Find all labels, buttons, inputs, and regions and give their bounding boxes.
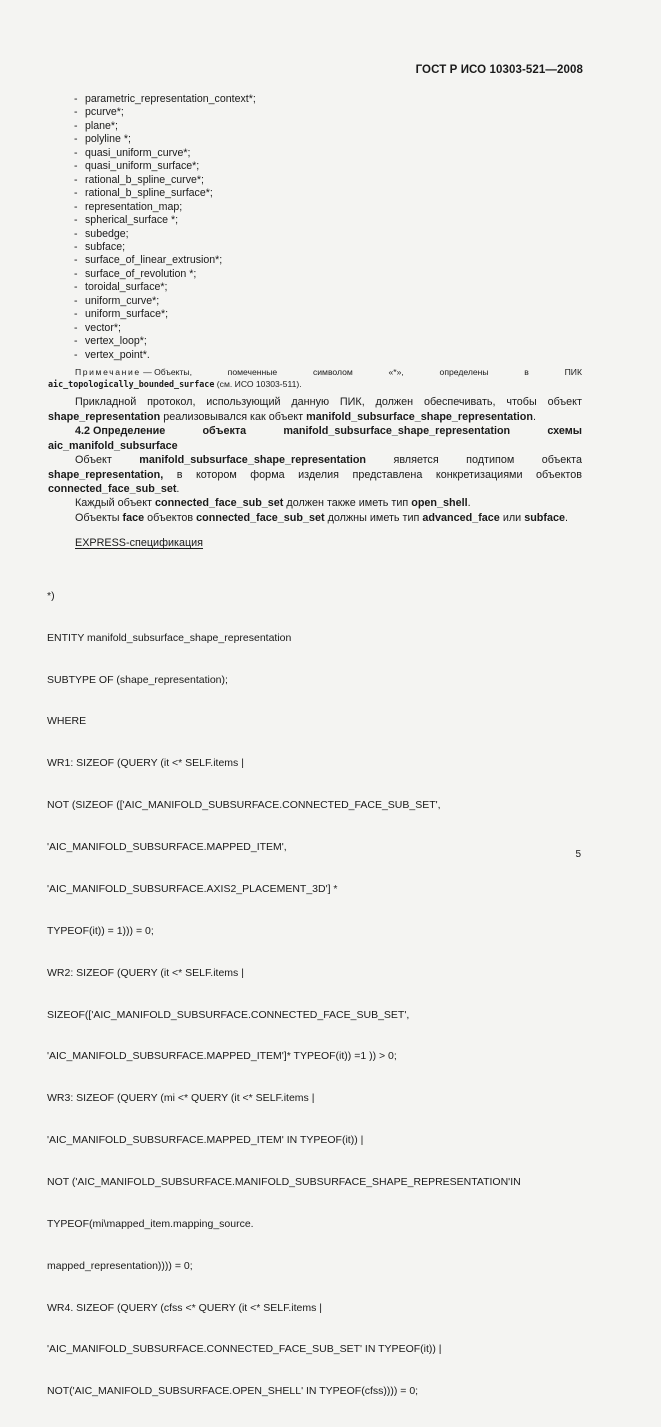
code-line: WR1: SIZEOF (QUERY (it <* SELF.items | <box>47 757 244 770</box>
code-line: ENTITY manifold_subsurface_shape_representation <box>47 631 292 644</box>
code-line: 'AIC_MANIFOLD_SUBSURFACE.MAPPED_ITEM']* TYPEOF(it)) =1 )) > 0; <box>47 1050 397 1063</box>
code-line: 'AIC_MANIFOLD_SUBSURFACE.CONNECTED_FACE_SUB_SET' IN TYPEOF(it)) | <box>47 1343 442 1356</box>
code-line: NOT('AIC_MANIFOLD_SUBSURFACE.OPEN_SHELL' IN TYPEOF(cfss)))) = 0; <box>47 1385 419 1398</box>
code-line: 'AIC_MANIFOLD_SUBSURFACE.AXIS2_PLACEMENT_3D'] * <box>47 882 338 895</box>
list-item: - toroidal_surface*; <box>74 281 168 294</box>
list-item: - representation_map; <box>74 200 183 213</box>
code-line: WR3: SIZEOF (QUERY (mi <* QUERY (it <* SELF.items | <box>47 1092 315 1105</box>
list-item: - quasi_uniform_surface*; <box>74 160 200 173</box>
page-number: 5 <box>575 849 581 860</box>
list-item: - uniform_curve*; <box>74 294 160 307</box>
code-line: WHERE <box>47 715 87 728</box>
list-item: - vector*; <box>74 321 121 334</box>
note-block: Примечание — Объекты, помеченные символом «*», определены в ПИК aic_topologically_bounded_surface (см. ИСО 10303-511). <box>48 367 582 389</box>
list-item: - surface_of_linear_extrusion*; <box>74 254 223 267</box>
list-item: - uniform_surface*; <box>74 308 169 321</box>
code-line: 'AIC_MANIFOLD_SUBSURFACE.MAPPED_ITEM' IN TYPEOF(it)) | <box>47 1134 364 1147</box>
list-item: - plane*; <box>74 119 118 132</box>
entity-list <box>74 93 256 362</box>
list-item: - rational_b_spline_surface*; <box>74 187 213 200</box>
paragraph-open-shell: Каждый объект connected_face_sub_set должен также иметь тип open_shell. <box>75 497 471 509</box>
code-line: NOT ('AIC_MANIFOLD_SUBSURFACE.MANIFOLD_SUBSURFACE_SHAPE_REPRESENTATION'IN <box>47 1175 521 1188</box>
code-line: SUBTYPE OF (shape_representation); <box>47 673 228 686</box>
code-line: WR4. SIZEOF (QUERY (cfss <* QUERY (it <* SELF.items | <box>47 1301 323 1314</box>
list-item: - quasi_uniform_curve*; <box>74 146 191 159</box>
note-entity-ref: aic_topologically_bounded_surface <box>48 379 215 389</box>
list-item: - vertex_point*. <box>74 348 150 361</box>
list-item: - polyline *; <box>74 133 131 146</box>
list-item: - surface_of_revolution *; <box>74 267 197 280</box>
section-heading: 4.2 Определение объекта manifold_subsurface_shape_representation схемы aic_manifold_subsurface <box>48 425 582 452</box>
list-item: - spherical_surface *; <box>74 214 179 227</box>
code-line: TYPEOF(it)) = 1))) = 0; <box>47 924 154 937</box>
list-item: - subedge; <box>74 227 129 240</box>
list-item: - pcurve*; <box>74 106 124 119</box>
list-item: - rational_b_spline_curve*; <box>74 173 204 186</box>
list-item: - vertex_loop*; <box>74 335 147 348</box>
list-item: - subface; <box>74 240 126 253</box>
code-line: 'AIC_MANIFOLD_SUBSURFACE.MAPPED_ITEM', <box>47 841 287 854</box>
code-line: *) <box>47 589 55 602</box>
list-item: - parametric_representation_context*; <box>74 93 256 105</box>
paragraph-protocol: Прикладной протокол, использующий данную ПИК, должен обеспечивать, чтобы объект shape_representation реализовывался как объект manifold_subsurface_shape_representation. <box>48 396 582 423</box>
code-line: NOT (SIZEOF (['AIC_MANIFOLD_SUBSURFACE.CONNECTED_FACE_SUB_SET', <box>47 799 441 812</box>
code-line: SIZEOF(['AIC_MANIFOLD_SUBSURFACE.CONNECTED_FACE_SUB_SET', <box>47 1008 410 1021</box>
code-line: WR2: SIZEOF (QUERY (it <* SELF.items | <box>47 966 244 979</box>
code-line: TYPEOF(mi\mapped_item.mapping_source. <box>47 1217 254 1230</box>
code-line: mapped_representation)))) = 0; <box>47 1259 193 1272</box>
note-label: Примечание <box>75 367 141 377</box>
express-spec-title: EXPRESS-спецификация <box>75 537 204 549</box>
paragraph-definition: Объект manifold_subsurface_shape_representation является подтипом объекта shape_representation, в котором форма изделия представлена конкретизациями объектов connected_face_sub_set. <box>48 454 582 496</box>
paragraph-face-types: Объекты face объектов connected_face_sub_set должны иметь тип advanced_face или subface. <box>75 512 569 524</box>
standard-header: ГОСТ Р ИСО 10303-521—2008 <box>415 64 583 76</box>
express-code-block <box>47 562 521 1427</box>
